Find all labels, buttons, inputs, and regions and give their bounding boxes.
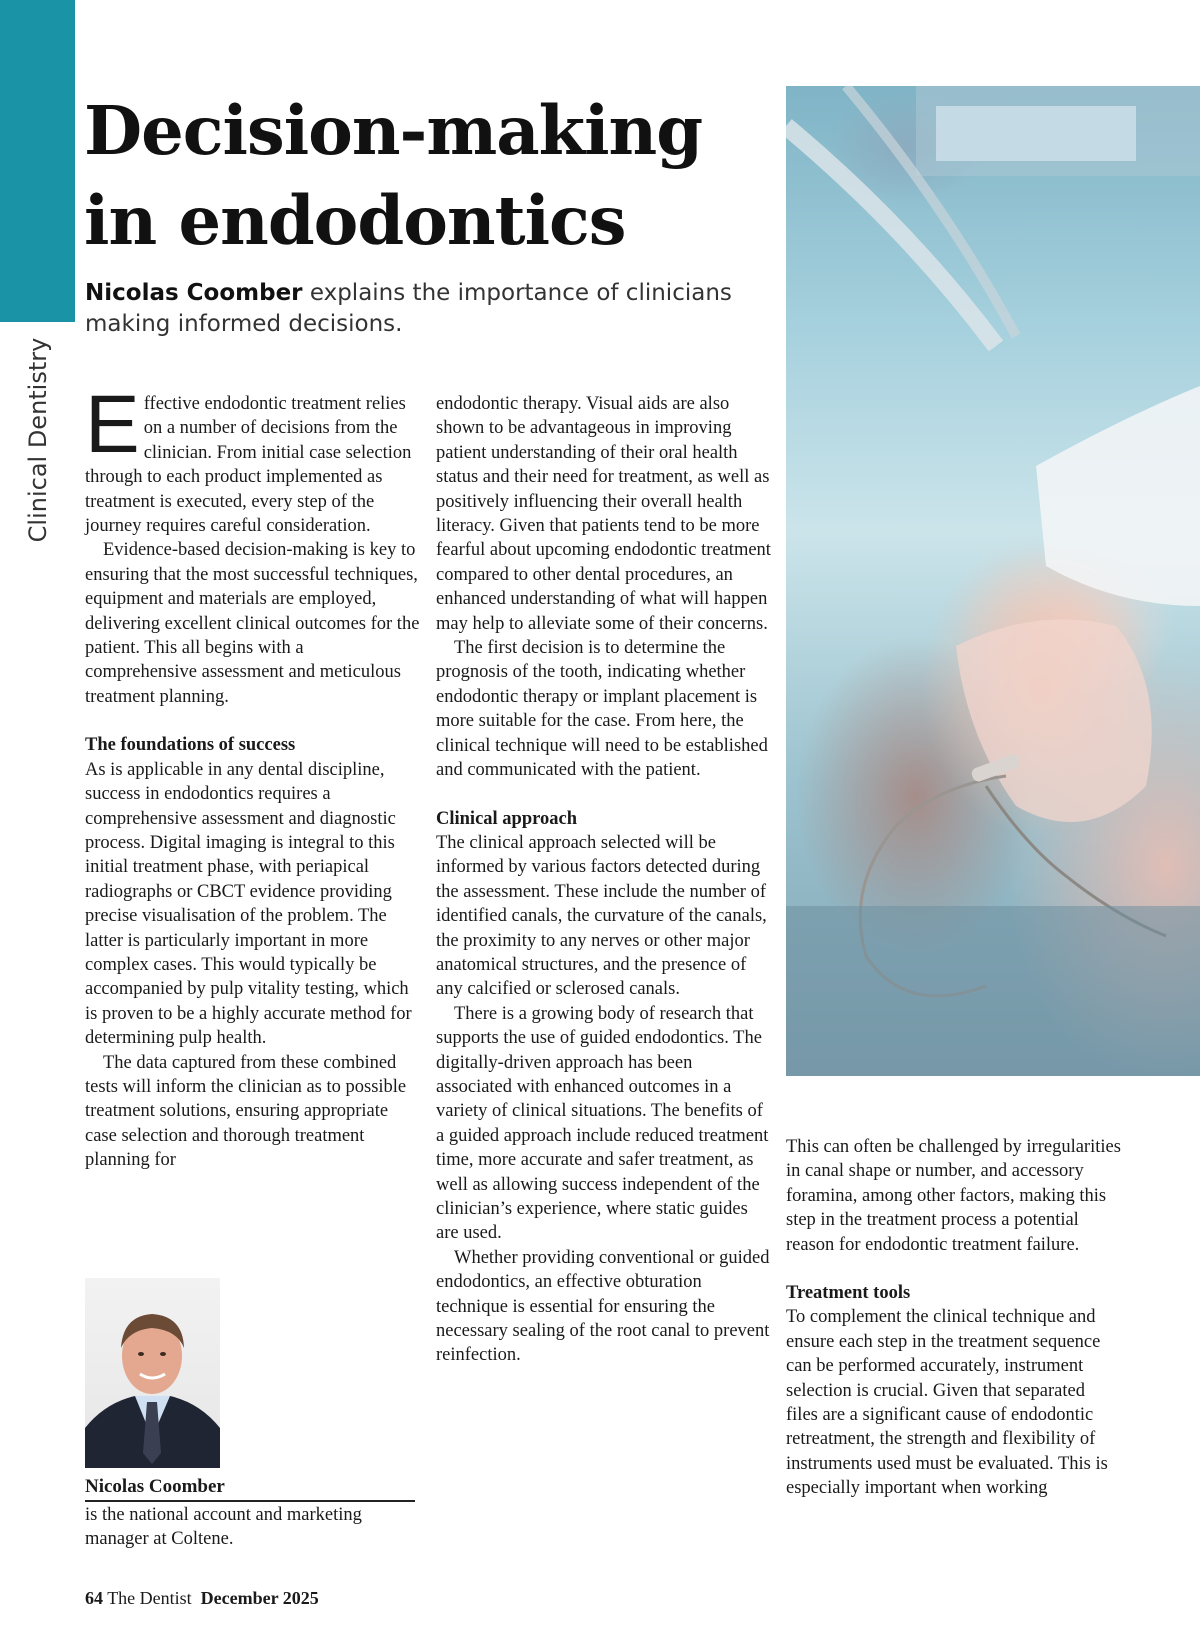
dropcap: E — [85, 379, 140, 470]
paragraph: There is a growing body of research that supports the use of guided endodontics. The digitally-driven approach has been associated with enhanced outcomes in a variety of clinical situations. The benefits of a guided approach include reduced treatment time, more accurate and safer treatment, as well as allowing success independent of the clinician’s experience, where static guides are used. — [436, 1003, 769, 1244]
hero-photo-illustration — [786, 86, 1200, 1076]
author-portrait-illustration — [85, 1278, 220, 1468]
subheading-foundations: The foundations of success — [85, 735, 296, 756]
hero-photo — [786, 86, 1200, 1076]
column-2 — [436, 392, 771, 1368]
paragraph: Evidence-based decision-making is key to ensuring that the most successful techniques, equipment and materials are employed, delivering excellent clinical outcomes for the patient. This all begins with a comprehensive assessment and meticulous treatment planning. — [85, 540, 420, 707]
subheading-treatment-tools: Treatment tools — [786, 1283, 911, 1304]
issue-date: December 2025 — [200, 1588, 319, 1608]
intro-paragraph — [85, 379, 420, 538]
section-label-text: Clinical Dentistry — [24, 337, 52, 543]
page-number: 64 — [85, 1588, 103, 1608]
paragraph: The clinical approach selected will be informed by various factors detected during the assessment. These include the number of identified canals, the curvature of the canals, the proximity to any nerves or other major anatomical structures, and the presence of any calcified or sclerosed canals. — [436, 832, 767, 1000]
paragraph: The data captured from these combined tests will inform the clinician as to possible treatment solutions, ensuring appropriate case selection and thorough treatment planning for — [85, 1052, 407, 1171]
standfirst-author: Nicolas Coomber — [85, 280, 303, 306]
paragraph: endodontic therapy. Visual aids are also shown to be advantageous in improving patient understanding of their oral health status and their need for treatment, as well as positively influencing their overall health literacy. Given that patients tend to be more fearful about upcoming endodontic treatment compared to other dental procedures, an enhanced understanding of what will happen may help to alleviate some of their concerns. — [436, 394, 771, 634]
standfirst-text: explains the importance of clinicians making informed decisions. — [85, 280, 732, 337]
standfirst — [85, 278, 765, 340]
author-bio: is the national account and marketing manager at Coltene. — [85, 1505, 362, 1549]
publication-name: The Dentist — [107, 1588, 192, 1608]
author-name: Nicolas Coomber — [85, 1475, 415, 1502]
paragraph: As is applicable in any dental discipline, success in endodontics requires a comprehensive assessment and diagnostic process. Digital imaging is integral to this initial treatment phase, with periapical radiographs or CBCT evidence providing precise visualisation of the problem. The latter is particularly important in more complex cases. This would typically be accompanied by pulp vitality testing, which is proven to be a highly accurate method for determining pulp health. — [85, 759, 412, 1049]
column-3 — [786, 1135, 1121, 1501]
paragraph: This can often be challenged by irregularities in canal shape or number, and accessory foramina, among other factors, making this step in the treatment process a potential reason for endodontic treatment failure. — [786, 1137, 1121, 1255]
paragraph: Whether providing conventional or guided endodontics, an effective obturation technique is essential for ensuring the necessary sealing of the root canal to prevent reinfection. — [436, 1247, 770, 1366]
section-label — [0, 337, 75, 543]
paragraph: The first decision is to determine the prognosis of the tooth, indicating whether endodontic therapy or implant placement is more suitable for the case. From here, the clinical technique will need to be established and communicated with the patient. — [436, 638, 768, 781]
page-footer — [85, 1586, 319, 1610]
subheading-clinical-approach: Clinical approach — [436, 808, 577, 829]
column-1 — [85, 379, 420, 1173]
author-portrait — [85, 1278, 220, 1468]
paragraph: To complement the clinical technique and ensure each step in the treatment sequence can be performed accurately, instrument selection is crucial. Given that separated files are a significant cause of endodontic retreatment, the strength and flexibility of instruments used must be evaluated. This is especially important when working — [786, 1307, 1108, 1499]
article-title: Decision-making in endodontics — [84, 91, 703, 260]
section-color-bar — [0, 0, 75, 322]
intro-text: ffective endodontic treatment relies on a number of decisions from the clinician. From initial case selection through to each product implemented as treatment is executed, every step of the journey requires careful consideration. — [85, 394, 412, 537]
